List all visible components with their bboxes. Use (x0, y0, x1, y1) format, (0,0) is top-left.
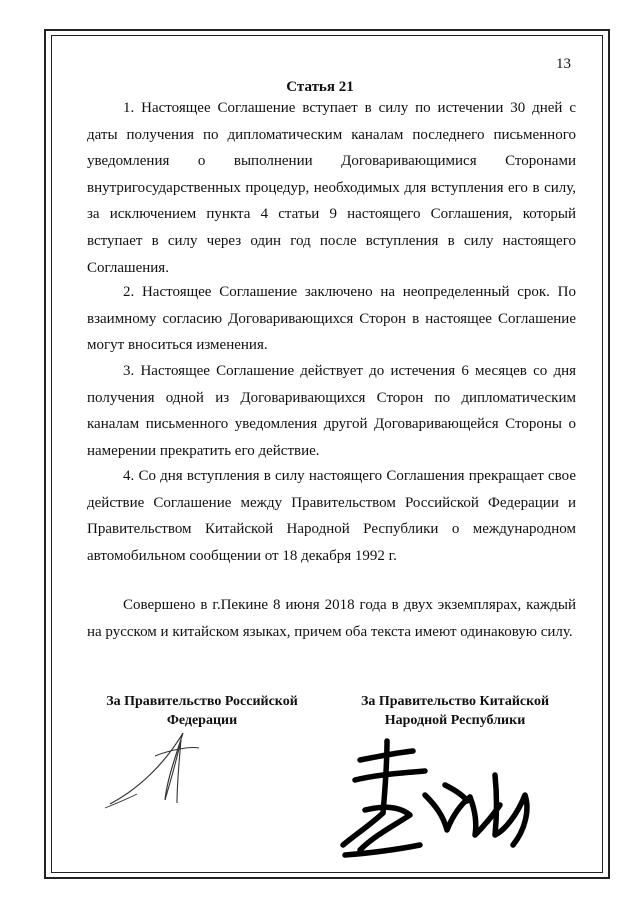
closing-paragraph: Совершено в г.Пекине 8 июня 2018 года в двух экземплярах, каждый на русском и китайском языках, причем оба текста имеют одинаковую силу. (87, 597, 576, 640)
russia-handwritten-signature (95, 728, 205, 813)
paragraph-4: 4. Со дня вступления в силу настоящего Соглашения прекращает свое действие Соглашение между Правительством Российской Федерации и Правительством Китайской Народной Республики о международном автомобильном сообщении от 18 декабря 1992 г. (87, 468, 576, 564)
china-signatory-heading (325, 693, 585, 730)
paragraph-3: 3. Настоящее Соглашение действует до истечения 6 месяцев со дня получения одной из Договаривающихся Сторон по дипломатическим каналам письменного уведомления другой Договаривающейся Стороны о намерении прекратить его действие. (87, 363, 576, 459)
china-signatory-line1: За Правительство Китайской (360, 694, 550, 709)
russia-signatory-heading (72, 693, 332, 730)
article-title: Статья 21 (286, 79, 354, 95)
china-signatory-line2: Народной Республики (384, 712, 526, 728)
page-number: 13 (556, 56, 571, 72)
paragraph-2: 2. Настоящее Соглашение заключено на неопределенный срок. По взаимному согласию Договаривающихся Сторон в настоящее Соглашение могут вноситься изменения. (87, 284, 576, 354)
russia-signatory-line2: Федерации (166, 712, 238, 728)
russia-signatory-line1: За Правительство Российской (106, 694, 298, 709)
china-handwritten-signature (325, 735, 540, 870)
paragraph-1: 1. Настоящее Соглашение вступает в силу по истечении 30 дней с даты получения по дипломатическим каналам последнего письменного уведомления о выполнении Договаривающимися Сторонами внутригосударственных процедур, необходимых для вступления его в силу, за исключением пункта 4 статьи 9 настоящего Соглашения, который вступает в силу через один год после вступления в силу настоящего Соглашения. (87, 100, 576, 276)
